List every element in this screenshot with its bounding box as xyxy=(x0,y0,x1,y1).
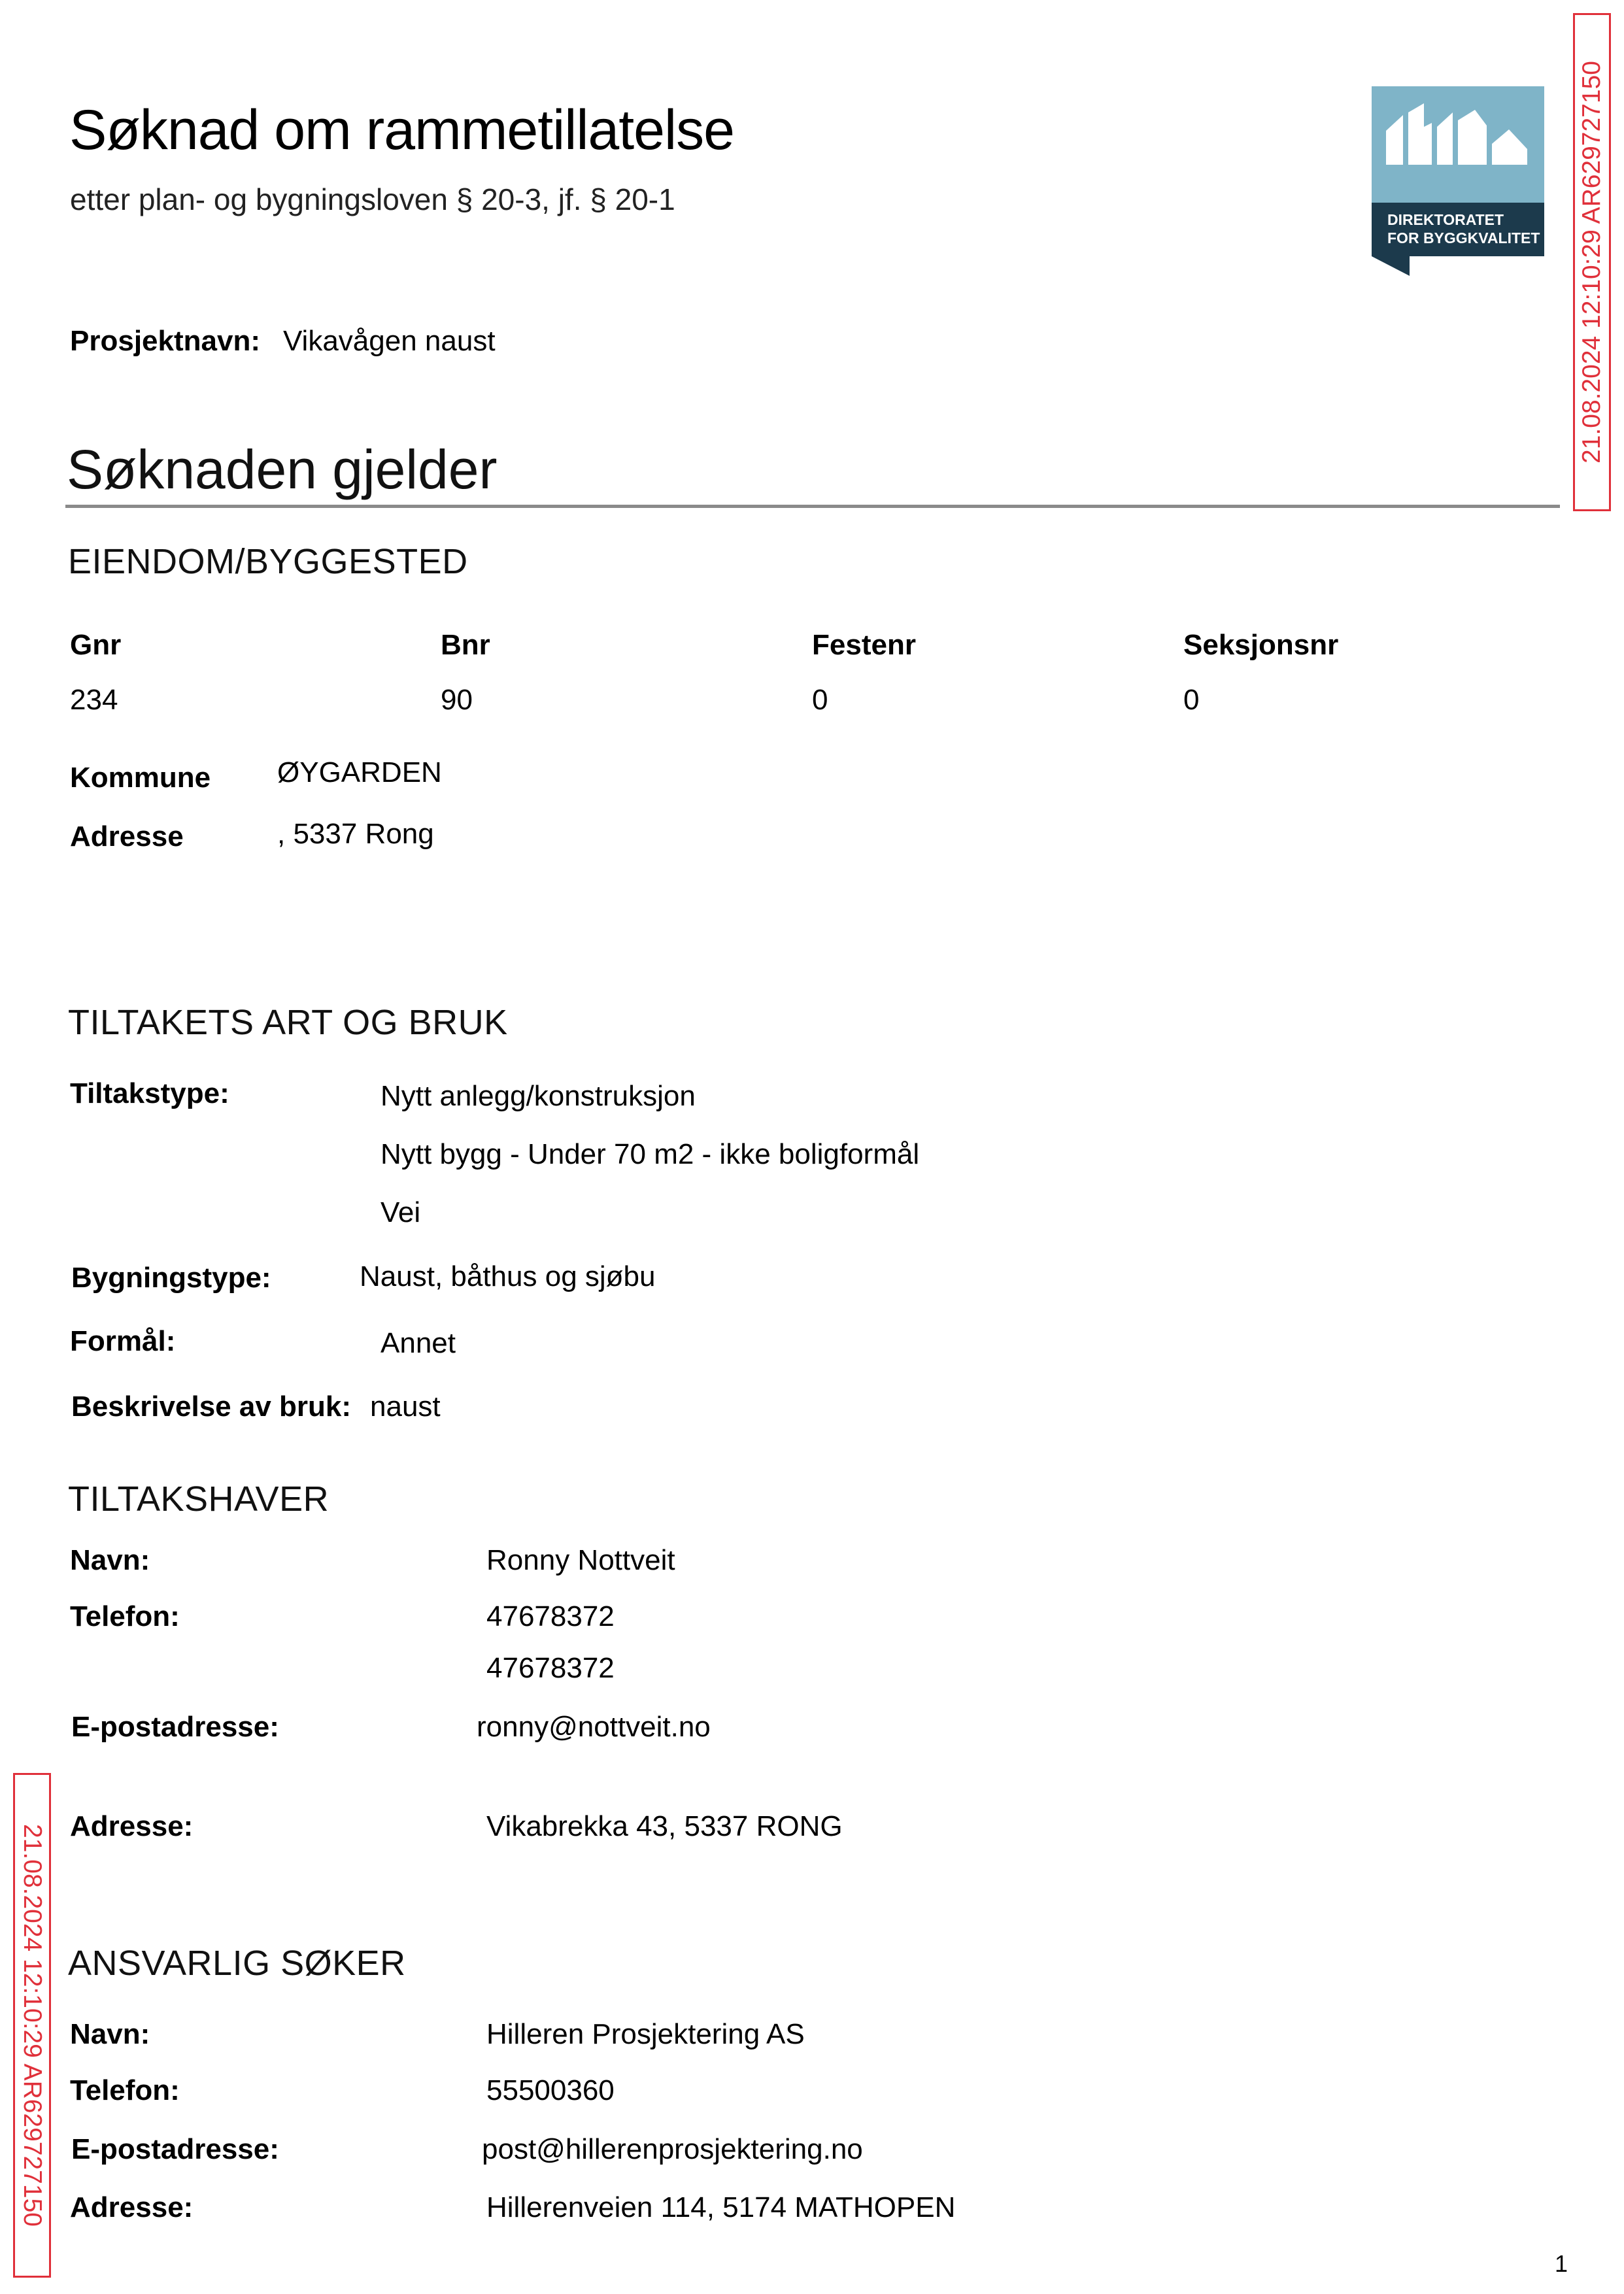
timestamp-stamp-top xyxy=(1573,13,1611,511)
seksjonsnr-value: 0 xyxy=(1183,684,1200,716)
tiltakstype-label: Tiltakstype: xyxy=(70,1077,229,1109)
bnr-label: Bnr xyxy=(441,629,490,661)
ansvarlig-heading: ANSVARLIG SØKER xyxy=(68,1944,406,1983)
section-divider xyxy=(65,505,1560,508)
seksjonsnr-label: Seksjonsnr xyxy=(1183,629,1339,661)
tiltakshaver-adresse-label: Adresse: xyxy=(70,1810,194,1842)
timestamp-stamp-left xyxy=(13,1773,51,2278)
project-label: Prosjektnavn: xyxy=(70,325,260,357)
adresse-label: Adresse xyxy=(70,820,184,852)
tiltak-heading: TILTAKETS ART OG BRUK xyxy=(68,1003,508,1042)
bygningstype-label: Bygningstype: xyxy=(71,1262,271,1294)
stamp-text: 21.08.2024 12:10:29 AR629727150 xyxy=(18,1824,47,2227)
document-subtitle: etter plan- og bygningsloven § 20-3, jf. § 20-1 xyxy=(70,182,675,216)
tiltakshaver-telefon-label: Telefon: xyxy=(70,1600,180,1632)
bygningstype-value: Naust, båthus og sjøbu xyxy=(360,1260,656,1292)
tiltakshaver-heading: TILTAKSHAVER xyxy=(68,1479,330,1519)
festenr-label: Festenr xyxy=(812,629,916,661)
logo-line1: DIREKTORATET xyxy=(1387,211,1504,228)
tiltakshaver-epost-label: E-postadresse: xyxy=(71,1711,279,1743)
tiltakshaver-telefon-value-2: 47678372 xyxy=(486,1652,615,1684)
ansvarlig-adresse-label: Adresse: xyxy=(70,2191,194,2223)
eiendom-heading: EIENDOM/BYGGESTED xyxy=(68,542,468,581)
bruk-label: Beskrivelse av bruk: xyxy=(71,1391,352,1423)
tiltakshaver-navn-label: Navn: xyxy=(70,1544,150,1576)
ansvarlig-telefon-label: Telefon: xyxy=(70,2074,180,2106)
stamp-text: 21.08.2024 12:10:29 AR629727150 xyxy=(1578,61,1606,464)
tiltakstype-value-3: Vei xyxy=(381,1196,421,1228)
document-title: Søknad om rammetillatelse xyxy=(69,99,734,161)
ansvarlig-telefon-value: 55500360 xyxy=(486,2074,615,2106)
ansvarlig-adresse-value: Hillerenveien 114, 5174 MATHOPEN xyxy=(486,2191,956,2223)
bnr-value: 90 xyxy=(441,684,473,716)
tiltakstype-value-2: Nytt bygg - Under 70 m2 - ikke boligformål xyxy=(381,1138,920,1170)
kommune-value: ØYGARDEN xyxy=(277,756,442,788)
gnr-value: 234 xyxy=(70,684,118,716)
formal-label: Formål: xyxy=(70,1325,176,1357)
festenr-value: 0 xyxy=(812,684,828,716)
formal-value: Annet xyxy=(381,1327,456,1359)
tiltakshaver-navn-value: Ronny Nottveit xyxy=(486,1544,675,1576)
adresse-value: , 5337 Rong xyxy=(277,818,434,850)
page-number: 1 xyxy=(1555,2250,1568,2277)
ansvarlig-epost-label: E-postadresse: xyxy=(71,2133,279,2165)
ansvarlig-epost-value: post@hillerenprosjektering.no xyxy=(482,2133,863,2165)
bruk-value: naust xyxy=(370,1391,441,1423)
ansvarlig-navn-value: Hilleren Prosjektering AS xyxy=(486,2018,805,2050)
tiltakstype-value-1: Nytt anlegg/konstruksjon xyxy=(381,1080,696,1112)
tiltakshaver-adresse-value: Vikabrekka 43, 5337 RONG xyxy=(486,1810,843,1842)
gnr-label: Gnr xyxy=(70,629,122,661)
tiltakshaver-telefon-value-1: 47678372 xyxy=(486,1600,615,1632)
kommune-label: Kommune xyxy=(70,762,211,794)
project-name: Vikavågen naust xyxy=(283,325,496,357)
dibk-logo xyxy=(1372,86,1544,276)
logo-line2: FOR BYGGKVALITET xyxy=(1387,229,1540,246)
logo-flag-tail xyxy=(1372,256,1410,276)
section-title: Søknaden gjelder xyxy=(67,439,498,500)
tiltakshaver-epost-value: ronny@nottveit.no xyxy=(477,1711,711,1743)
ansvarlig-navn-label: Navn: xyxy=(70,2018,150,2050)
